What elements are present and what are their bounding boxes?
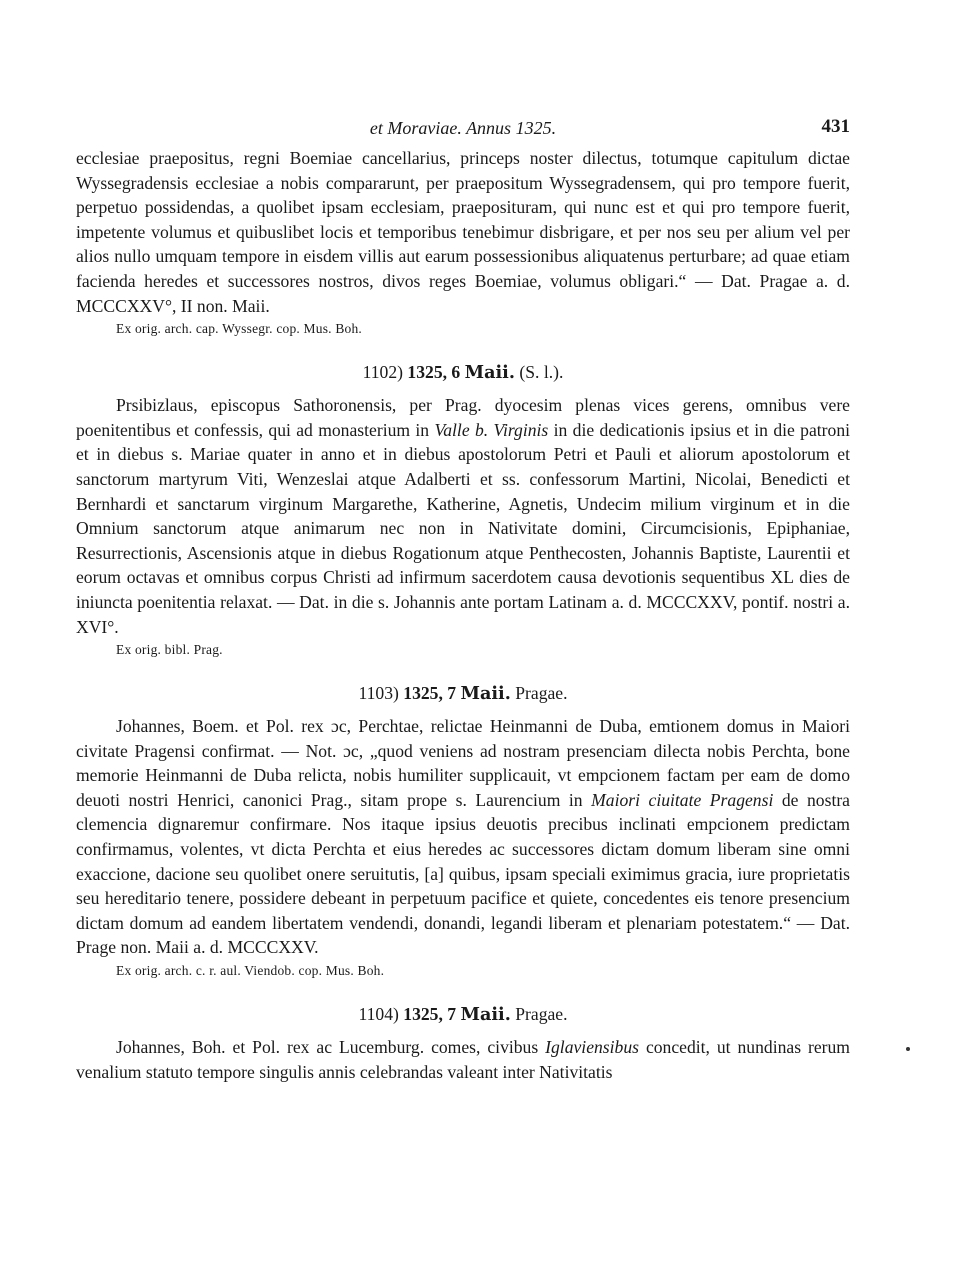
- entry-day: 6: [451, 362, 461, 383]
- entry-day: 7: [447, 1004, 457, 1025]
- source-note: Ex orig. arch. cap. Wyssegr. cop. Mus. Boh.: [116, 321, 362, 337]
- body-text: Johannes, Boh. et Pol. rex ac Lucemburg. comes, civibus: [116, 1037, 539, 1058]
- body-text: de nostra clemencia dignaremur confirmare. Nos itaque ipsius deuotis precibus inclinati empcionem predictam confirmamus, volentes, vt dicta Perchta et eius heredes ac successores dictam domum liberam sine omni exaccione, dacione seu quolibet onere seruitutis, [a] quibus, ipsam speciali eximimus gracia, iure proprietatis seu hereditario tenere, possidere debeant in perpetuum pacifice et quiete, concedentes eis tenore presencium dictam domum ad eandem libertatem vendendi, donandi, legandi liberam et plenariam potestatem.“ — Dat. Prage non. Maii a. d. MCCCXXV.: [76, 789, 850, 958]
- italic-place: Valle b. Virginis: [434, 419, 549, 440]
- entry-year: 1325,: [407, 362, 448, 383]
- entry-month: Maii.: [464, 362, 515, 384]
- entry-day: 7: [447, 683, 457, 704]
- entry-heading-1104: [76, 1002, 850, 1027]
- italic-place: Iglaviensibus: [545, 1037, 639, 1058]
- entry-year: 1325,: [403, 683, 443, 704]
- continuation-paragraph: ecclesiae praepositus, regni Boemiae cancellarius, princeps noster dilectus, totumque capitulum dictae Wyssegradensis ecclesiae a nobis compararunt, per praepositum Wyssegradensem, qui pro tempore fuerit, perpetuo possidendas, a quolibet ipsam ecclesiam, praeposituram, qui nunc est et qui pro tempore fuerit, impetente volumus et quibuslibet locis et temporibus tenebimur disbrigare, et per nos seu per alium vel per alios nullo umquam tempore in eisdem villis aut earum possessionibus aliquatenus perturbare; ad quae etiam facienda heredes et successores nostros, divos reges Boemiae, volumus obligari.“ — Dat. Pragae a. d. MCCCXXV°, II non. Maii.: [76, 148, 850, 316]
- document-page: [76, 110, 850, 1084]
- body-text: in die dedicationis ipsius et in die patroni et in diebus s. Mariae quater in anno et in diebus apostolorum Petri et Pauli et aliorum apostolorum et sanctorum martyrum Viti, Wenzeslai atque Adalberti et ss. confessorum Martini, Nicolai, Benedicti et Bernhardi et sanctarum virginum Margarethe, Katherine, Agnetis, Undecim milium virginum et in die Omnium sanctorum atque animarum nec non in Nativitate domini, Circumcisionis, Epiphaniae, Resurrectionis, Ascensionis atque in diebus Rogationum atque Penthecosten, Johannis Baptiste, Laurentii et eorum octavas et omnibus corpus Christi ad infirmum sacerdotem causa devotionis sequentibus XL dies de iniuncta poenitentia relaxat. — Dat. in die s. Johannis ante portam Latinam a. d. MCCCXXV, pontif. nostri a. XVI°.: [76, 419, 851, 637]
- source-note: Ex orig. arch. c. r. aul. Viendob. cop. Mus. Boh.: [116, 963, 385, 979]
- source-note: Ex orig. bibl. Prag.: [116, 642, 223, 658]
- page-number: 431: [821, 116, 850, 137]
- body-text: Johannes, Boem. et Pol. rex ɔc, Perchtae, relictae Heinmanni de Duba, emtionem domus in Maiori civitate Pragensi confirmat. — Not. ɔc, „quod veniens ad nostram presenciam dilecta nobis Perchta, bone memorie Heinmanni de Duba relicta, nobis humiliter supplicauit, vt empcionem factam per eam de domo deuoti nostri Henrici, canonici Prag., sitam prope s. Laurencium in: [76, 716, 850, 810]
- entry-month: Maii.: [460, 1004, 511, 1026]
- running-head: [76, 110, 850, 146]
- entry-number: 1104): [358, 1004, 399, 1025]
- margin-dot: [906, 1047, 910, 1051]
- entry-heading-1103: [76, 681, 850, 706]
- entry-year: 1325,: [403, 1004, 443, 1025]
- entry-body-1104: [76, 1035, 850, 1084]
- entry-body-1103: [76, 714, 850, 960]
- entry-body-1102: [76, 393, 850, 639]
- running-title: et Moraviae. Annus 1325.: [369, 118, 557, 138]
- entry-place: (S. l.).: [519, 362, 564, 383]
- entry-place: Pragae.: [515, 1004, 568, 1025]
- entry-month: Maii.: [460, 683, 511, 705]
- entry-number: 1102): [362, 362, 404, 383]
- italic-place: Maiori ciuitate Pragensi: [591, 789, 774, 810]
- entry-number: 1103): [358, 683, 399, 704]
- entry-place: Pragae.: [515, 683, 568, 704]
- body-text: Prsibizlaus, episcopus Sathoronensis, per Prag. dyocesim plenas vices gerens, omnibus vere poenitentibus et confessis, qui ad monasterium in: [76, 395, 850, 440]
- entry-heading-1102: [76, 360, 850, 385]
- body-text: concedit, ut nundinas rerum venalium statuto tempore singulis annis celebrandas valeant inter Nativitatis: [76, 1037, 850, 1082]
